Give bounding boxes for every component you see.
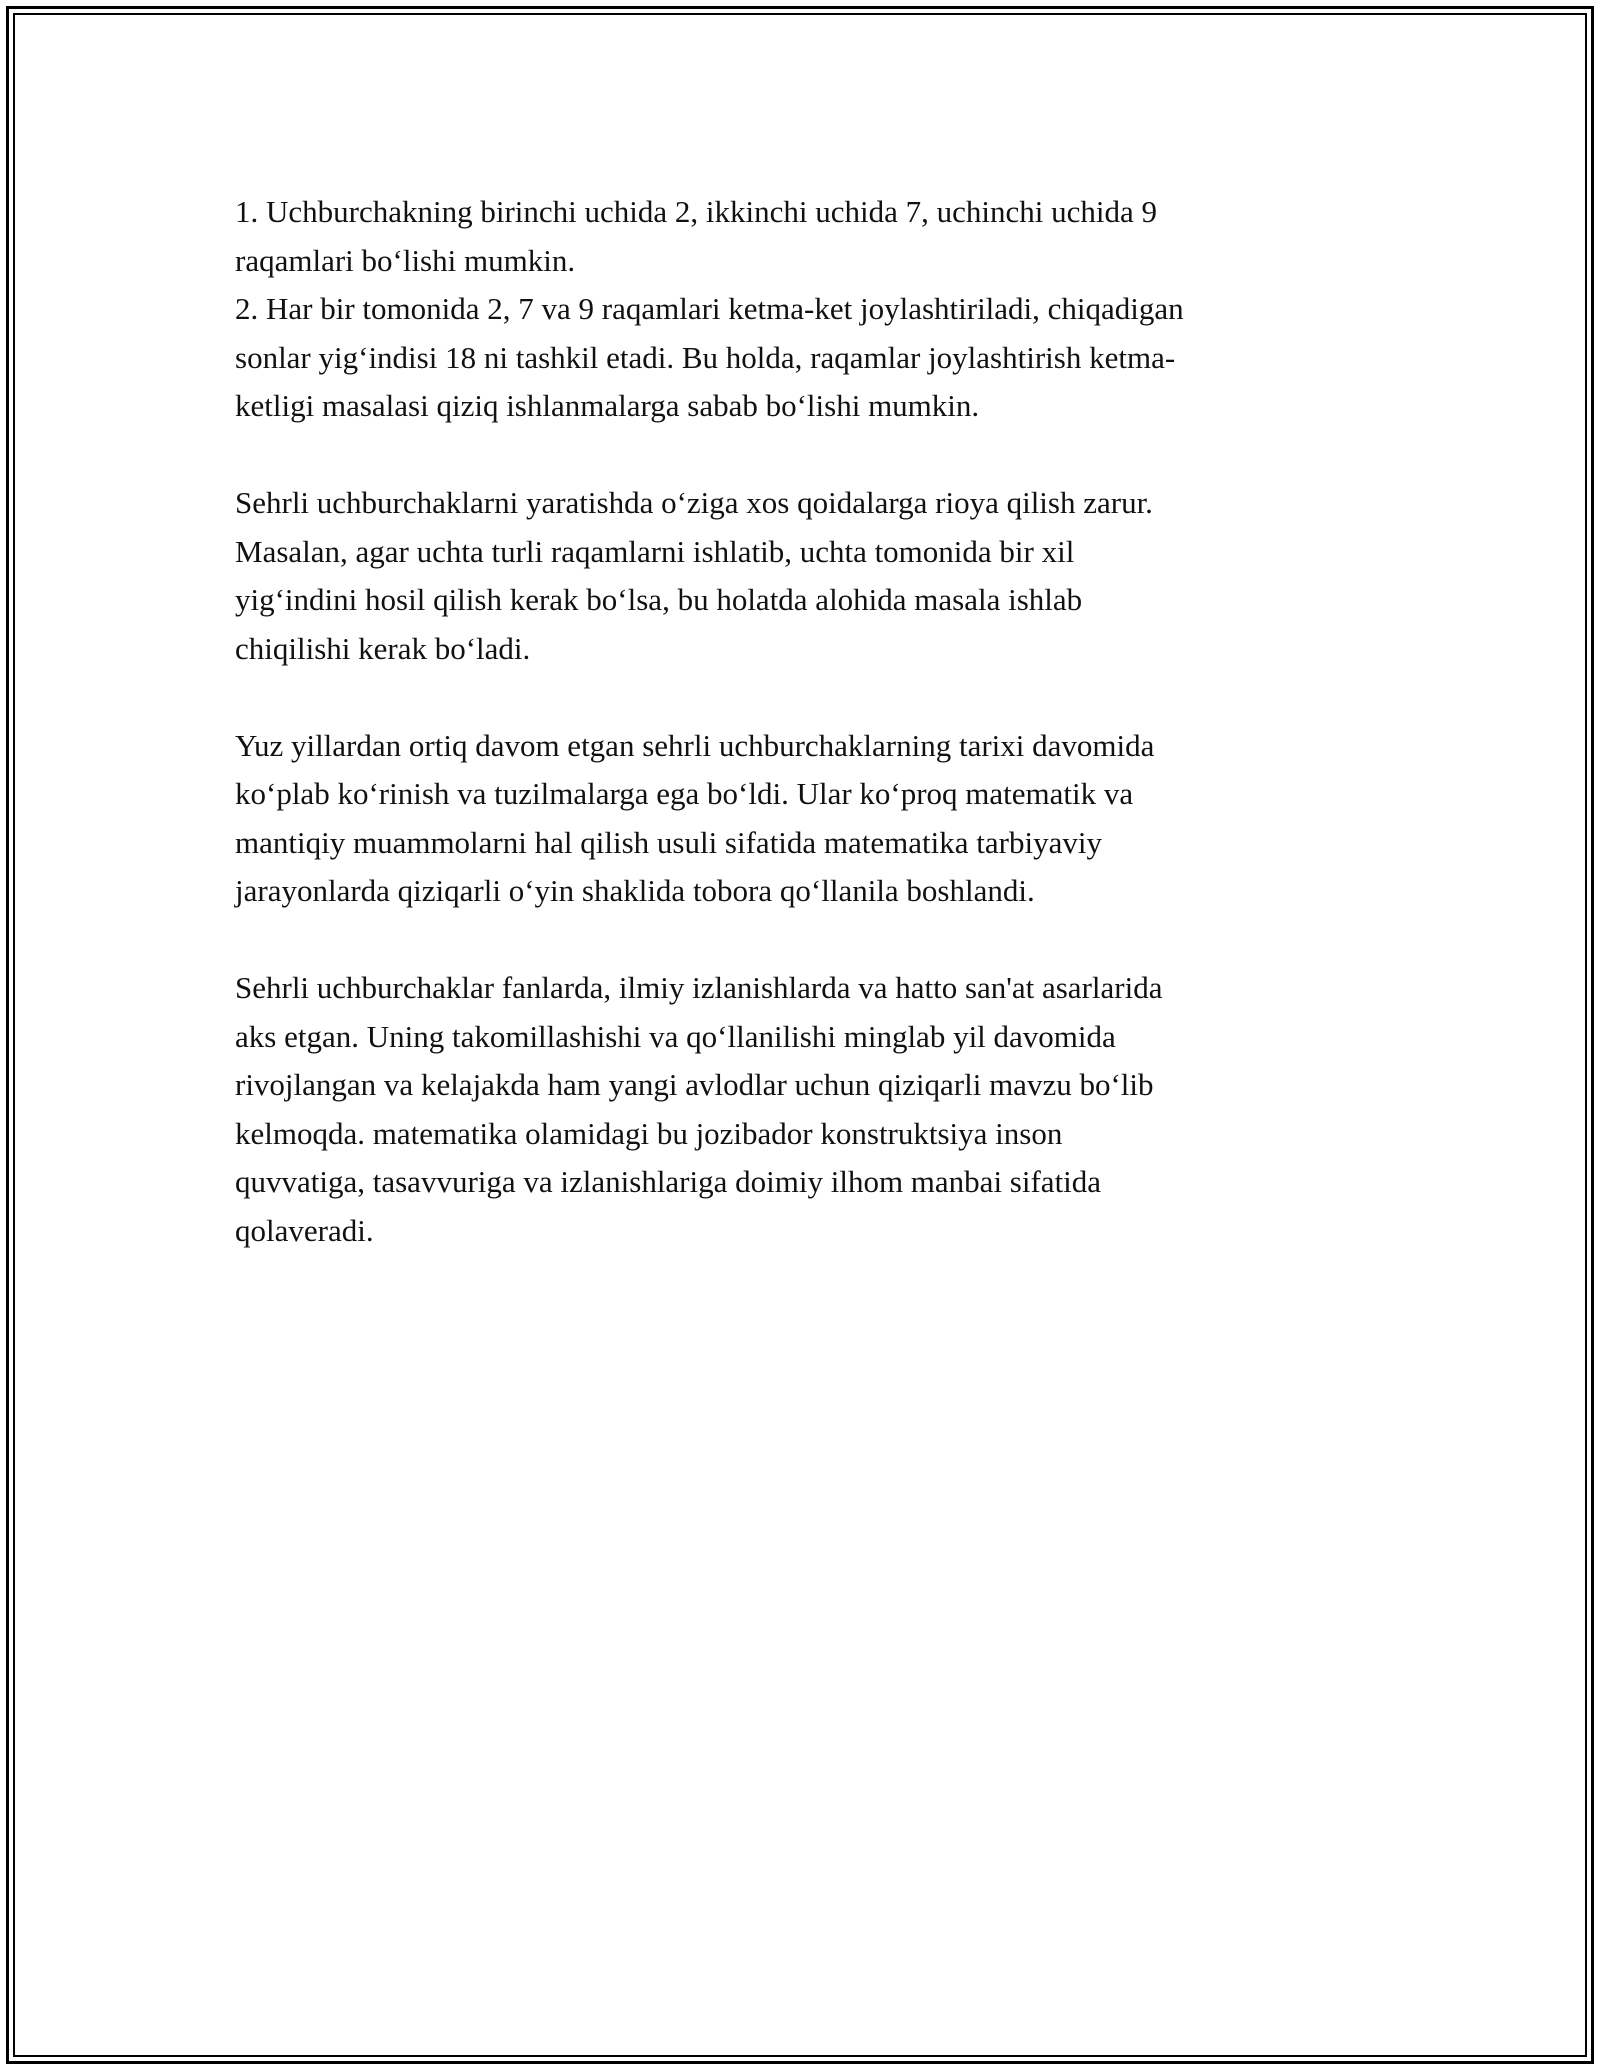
text-line: Masalan, agar uchta turli raqamlarni ishlatib, uchta tomonida bir xil <box>235 533 1075 569</box>
text-line: Sehrli uchburchaklar fanlarda, ilmiy izlanishlarda va hatto san'at asarlarida <box>235 970 1163 1005</box>
text-line: chiqilishi kerak bo‘ladi. <box>235 630 531 666</box>
paragraph-4 <box>235 964 1375 1255</box>
text-line: jarayonlarda qiziqarli o‘yin shaklida tobora qo‘llanila boshlandi. <box>235 873 1035 908</box>
text-line: Sehrli uchburchaklarni yaratishda o‘ziga xos qoidalarga rioya qilish zarur. <box>235 485 1153 520</box>
text-line: rivojlangan va kelajakda ham yangi avlodlar uchun qiziqarli mavzu bo‘lib <box>235 1067 1154 1102</box>
text-line: aks etgan. Uning takomillashishi va qo‘llanilishi minglab yil davomida <box>235 1018 1116 1054</box>
document-body <box>235 188 1375 1255</box>
text-line: mantiqiy muammolarni hal qilish usuli sifatida matematika tarbiyaviy <box>235 824 1102 860</box>
text-line: ketligi masalasi qiziq ishlanmalarga sabab bo‘lishi mumkin. <box>235 388 980 423</box>
text-line: sonlar yig‘indisi 18 ni tashkil etadi. Bu holda, raqamlar joylashtirish ketma- <box>235 339 1176 375</box>
paragraph-3 <box>235 722 1375 916</box>
paragraph-1 <box>235 188 1375 431</box>
text-line: kelmoqda. matematika olamidagi bu jozibador konstruktsiya inson <box>235 1115 1063 1151</box>
text-line: raqamlari bo‘lishi mumkin. <box>235 242 576 278</box>
paragraph-2 <box>235 479 1375 673</box>
text-line: 2. Har bir tomonida 2, 7 va 9 raqamlari ketma-ket joylashtiriladi, chiqadigan <box>235 291 1184 326</box>
text-line: Yuz yillardan ortiq davom etgan sehrli uchburchaklarning tarixi davomida <box>235 727 1155 763</box>
text-line: yig‘indini hosil qilish kerak bo‘lsa, bu holatda alohida masala ishlab <box>235 582 1083 617</box>
text-line: ko‘plab ko‘rinish va tuzilmalarga ega bo‘ldi. Ular ko‘proq matematik va <box>235 776 1134 811</box>
text-line: quvvatiga, tasavvuriga va izlanishlariga doimiy ilhom manbai sifatida <box>235 1164 1102 1199</box>
text-line: qolaveradi. <box>235 1212 374 1248</box>
text-line: 1. Uchburchakning birinchi uchida 2, ikkinchi uchida 7, uchinchi uchida 9 <box>235 194 1158 229</box>
